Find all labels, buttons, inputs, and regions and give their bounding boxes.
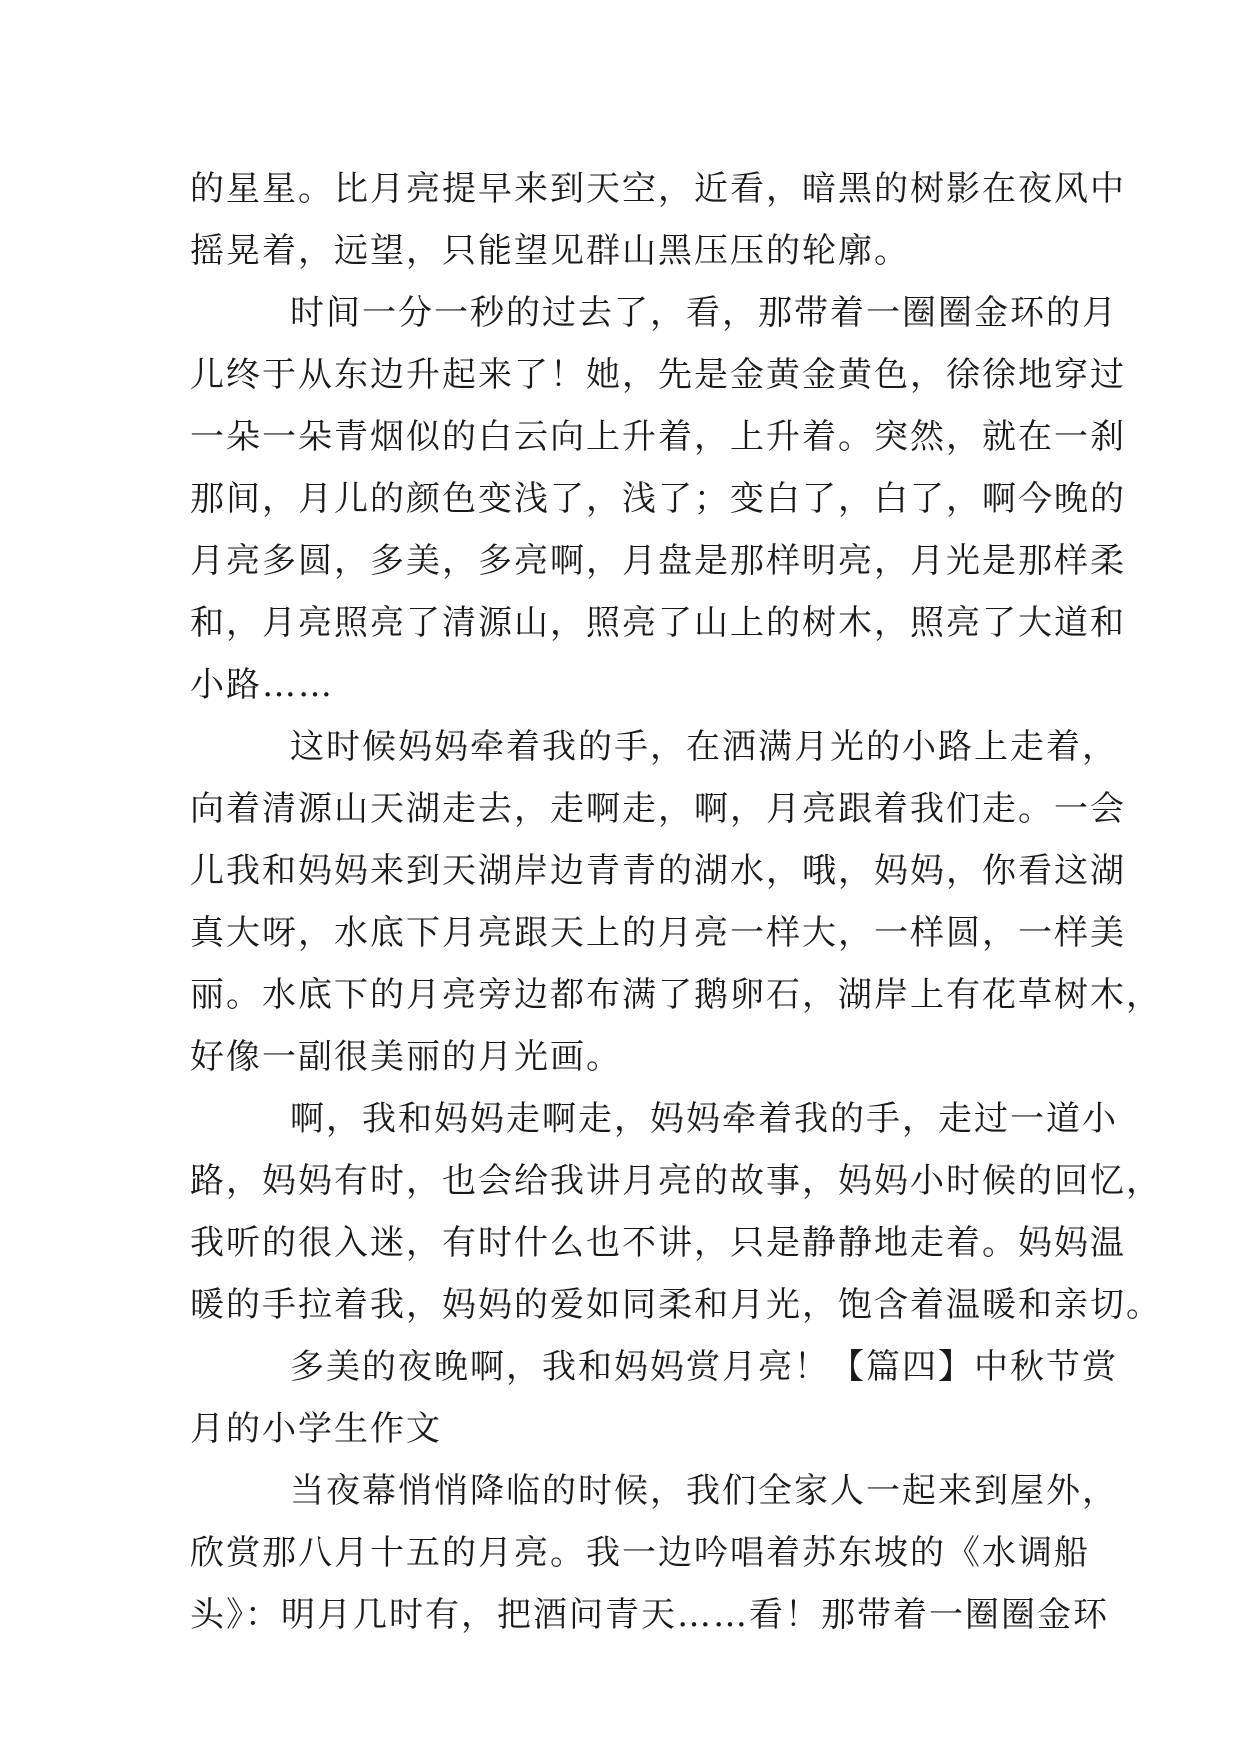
- paragraph-start-line: 时间一分一秒的过去了，看，那带着一圈圈金环的月: [290, 293, 1118, 333]
- text-line: 那间，月儿的颜色变浅了，浅了；变白了，白了，啊今晚的: [190, 479, 1126, 519]
- text-line: 暖的手拉着我，妈妈的爱如同柔和月光，饱含着温暖和亲切。: [190, 1285, 1162, 1325]
- text-line: 我听的很入迷，有时什么也不讲，只是静静地走着。妈妈温: [190, 1223, 1126, 1263]
- paragraph-start-line: 这时候妈妈牵着我的手，在洒满月光的小路上走着，: [290, 727, 1118, 767]
- text-line: 欣赏那八月十五的月亮。我一边吟唱着苏东坡的《水调船: [190, 1533, 1090, 1573]
- paragraph-start-line: 多美的夜晚啊，我和妈妈赏月亮！【篇四】中秋节赏: [290, 1347, 1118, 1387]
- text-line: 头》：明月几时有，把酒问青天……看！那带着一圈圈金环: [190, 1595, 1109, 1635]
- text-line: 和，月亮照亮了清源山，照亮了山上的树木，照亮了大道和: [190, 603, 1126, 643]
- text-line: 一朵一朵青烟似的白云向上升着，上升着。突然，就在一刹: [190, 417, 1126, 457]
- text-line: 月的小学生作文: [190, 1409, 442, 1449]
- text-line: 儿终于从东边升起来了！她，先是金黄金黄色，徐徐地穿过: [190, 355, 1126, 395]
- text-line: 真大呀，水底下月亮跟天上的月亮一样大，一样圆，一样美: [190, 913, 1126, 953]
- text-line: 的星星。比月亮提早来到天空，近看，暗黑的树影在夜风中: [190, 169, 1126, 209]
- text-line: 好像一副很美丽的月光画。: [190, 1037, 622, 1077]
- paragraph-start-line: 啊，我和妈妈走啊走，妈妈牵着我的手，走过一道小: [290, 1099, 1118, 1139]
- text-line: 向着清源山天湖走去，走啊走，啊，月亮跟着我们走。一会: [190, 789, 1126, 829]
- text-line: 路，妈妈有时，也会给我讲月亮的故事，妈妈小时候的回忆，: [190, 1161, 1162, 1201]
- paragraph-start-line: 当夜幕悄悄降临的时候，我们全家人一起来到屋外，: [290, 1471, 1118, 1511]
- document-body: [190, 158, 1162, 1646]
- text-line: 小路……: [190, 665, 334, 705]
- text-line: 月亮多圆，多美，多亮啊，月盘是那样明亮，月光是那样柔: [190, 541, 1126, 581]
- text-line: 儿我和妈妈来到天湖岸边青青的湖水，哦，妈妈，你看这湖: [190, 851, 1126, 891]
- text-line: 丽。水底下的月亮旁边都布满了鹅卵石，湖岸上有花草树木，: [190, 975, 1162, 1015]
- text-line: 摇晃着，远望，只能望见群山黑压压的轮廓。: [190, 231, 910, 271]
